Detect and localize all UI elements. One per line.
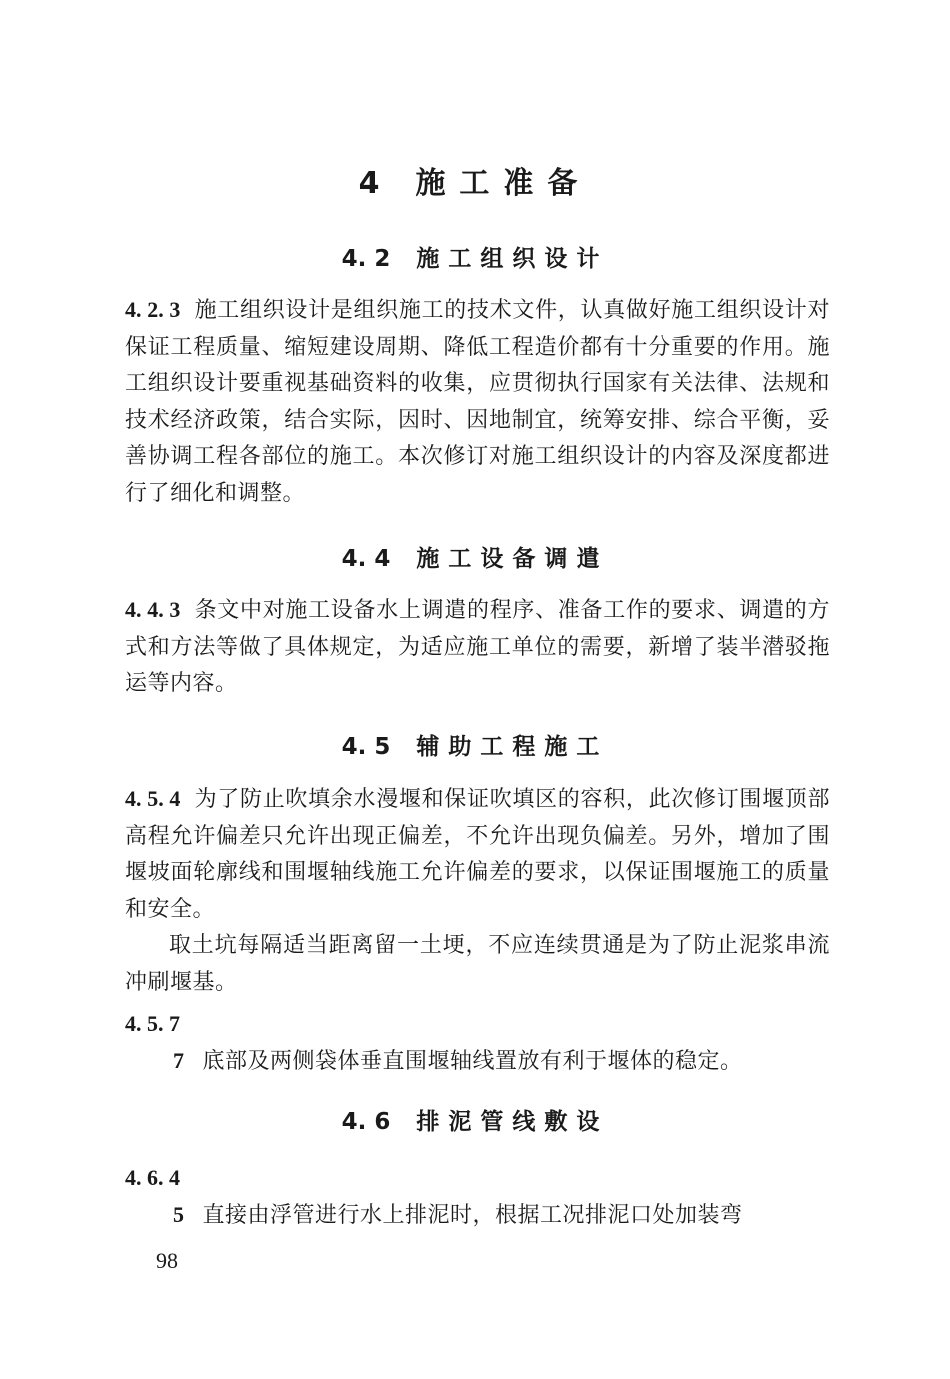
item-number: 7 bbox=[173, 1048, 185, 1073]
item-number: 5 bbox=[173, 1202, 185, 1227]
clause-4-2-3 bbox=[125, 292, 830, 512]
item-7 bbox=[173, 1043, 830, 1081]
item-5 bbox=[173, 1197, 830, 1235]
clause-text: 施工组织设计是组织施工的技术文件，认真做好施工组织设计对保证工程质量、缩短建设周期、降低工程造价都有十分重要的作用。施工组织设计要重视基础资料的收集，应贯彻执行国家有关法律、法规和技术经济政策，结合实际，因时、因地制宜，统筹安排、综合平衡，妥善协调工程各部位的施工。本次修订对施工组织设计的内容及深度都进行了细化和调整。 bbox=[125, 298, 830, 506]
section-heading-4-2 bbox=[0, 240, 950, 273]
clause-4-5-7 bbox=[125, 1006, 830, 1044]
clause-number: 4. 5. 4 bbox=[125, 786, 181, 811]
section-title-text: 施工组织设计 bbox=[416, 246, 609, 272]
section-title-text: 排泥管线敷设 bbox=[416, 1109, 609, 1135]
section-number: 4. 4 bbox=[341, 546, 391, 572]
chapter-title-text: 施工准备 bbox=[415, 166, 592, 201]
clause-4-6-4 bbox=[125, 1160, 830, 1198]
clause-text: 为了防止吹填余水漫堰和保证吹填区的容积，此次修订围堰顶部高程允许偏差只允许出现正偏差，不允许出现负偏差。另外，增加了围堰坡面轮廓线和围堰轴线施工允许偏差的要求，以保证围堰施工的质量和安全。 bbox=[125, 787, 830, 922]
section-title-text: 辅助工程施工 bbox=[416, 734, 609, 760]
paragraph-text: 取土坑每隔适当距离留一土埂，不应连续贯通是为了防止泥浆串流冲刷堰基。 bbox=[125, 933, 830, 995]
clause-4-4-3 bbox=[125, 592, 830, 703]
item-text: 底部及两侧袋体垂直围堰轴线置放有利于堰体的稳定。 bbox=[202, 1049, 743, 1074]
section-heading-4-4 bbox=[0, 540, 950, 573]
clause-text: 条文中对施工设备水上调遣的程序、准备工作的要求、调遣的方式和方法等做了具体规定，为适应施工单位的需要，新增了装半潜驳拖运等内容。 bbox=[125, 598, 830, 696]
chapter-number: 4 bbox=[358, 166, 394, 201]
clause-number: 4. 2. 3 bbox=[125, 297, 181, 322]
clause-4-5-4 bbox=[125, 781, 830, 928]
paragraph-soil-pit bbox=[125, 928, 830, 1001]
page-number: 98 bbox=[156, 1248, 178, 1273]
clause-number: 4. 5. 7 bbox=[125, 1011, 180, 1036]
section-number: 4. 6 bbox=[341, 1109, 391, 1135]
section-number: 4. 2 bbox=[341, 246, 391, 272]
section-title-text: 施工设备调遣 bbox=[416, 546, 609, 572]
item-text: 直接由浮管进行水上排泥时，根据工况排泥口处加装弯 bbox=[202, 1203, 743, 1228]
clause-number: 4. 6. 4 bbox=[125, 1165, 180, 1190]
section-number: 4. 5 bbox=[341, 734, 391, 760]
clause-number: 4. 4. 3 bbox=[125, 597, 181, 622]
section-heading-4-5 bbox=[0, 728, 950, 761]
section-heading-4-6 bbox=[0, 1103, 950, 1136]
chapter-title bbox=[0, 158, 950, 202]
